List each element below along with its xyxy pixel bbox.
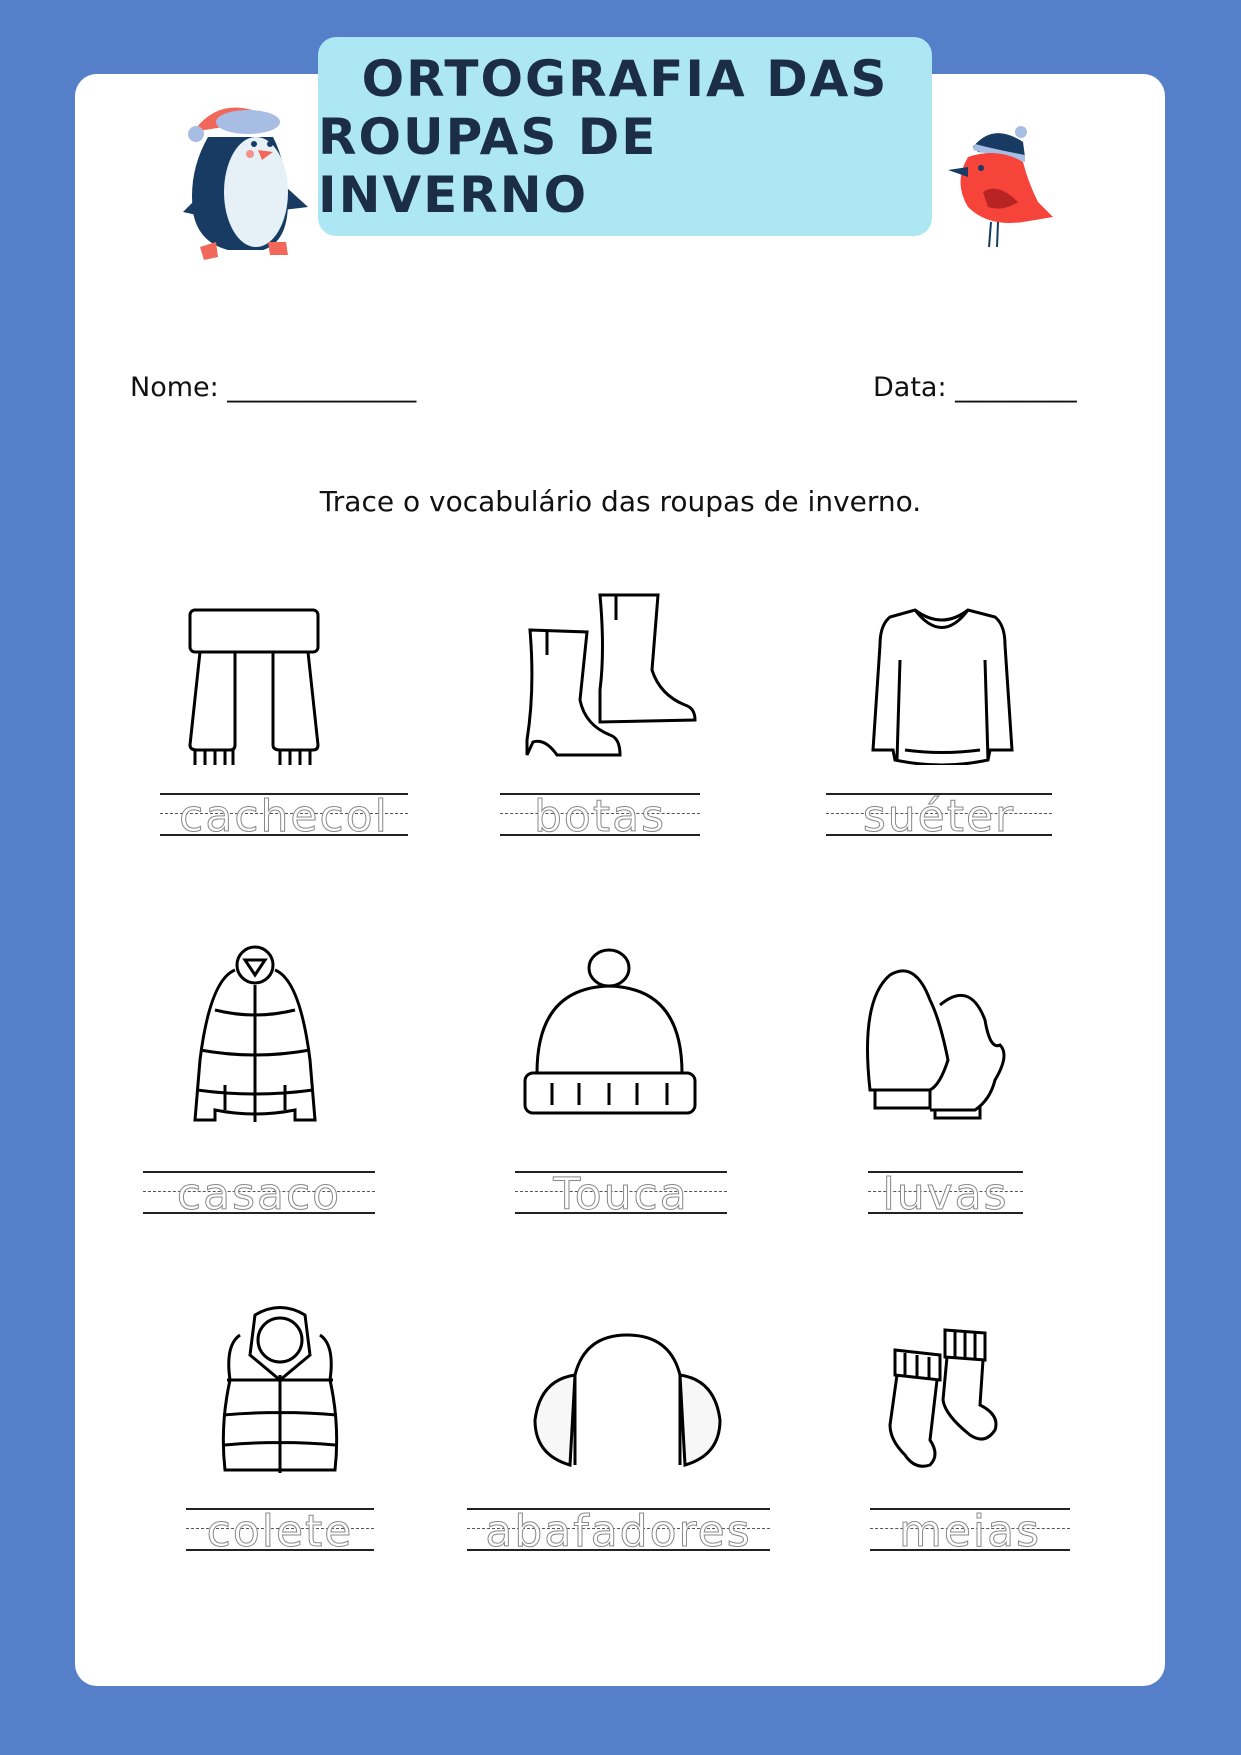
trace-colete[interactable] <box>186 1506 374 1557</box>
penguin-icon <box>178 92 313 262</box>
trace-cachecol[interactable] <box>160 791 408 842</box>
trace-botas[interactable] <box>500 791 700 842</box>
title-banner <box>318 37 932 236</box>
name-field[interactable]: Nome: ______________ <box>130 372 417 403</box>
title-line-1: ORTOGRAFIA DAS <box>361 49 889 108</box>
earmuffs-icon <box>530 1330 725 1475</box>
trace-casaco[interactable] <box>143 1169 375 1220</box>
trace-word: Touca <box>553 1169 689 1220</box>
trace-word: abafadores <box>485 1506 752 1557</box>
trace-word: casaco <box>176 1169 342 1220</box>
socks-icon <box>885 1325 1035 1485</box>
vest-icon <box>215 1305 345 1480</box>
bird-icon <box>943 122 1063 252</box>
instruction-text: Trace o vocabulário das roupas de inverno. <box>319 485 922 518</box>
trace-word: cachecol <box>179 791 389 842</box>
trace-meias[interactable] <box>870 1506 1070 1557</box>
date-field[interactable]: Data: _________ <box>873 372 1077 403</box>
trace-word: meias <box>898 1506 1042 1557</box>
scarf-icon <box>185 605 325 765</box>
trace-word: colete <box>206 1506 354 1557</box>
trace-abafadores[interactable] <box>467 1506 770 1557</box>
trace-sueter[interactable] <box>826 791 1052 842</box>
trace-touca[interactable] <box>515 1169 727 1220</box>
mittens-icon <box>860 960 1050 1125</box>
title-line-2: ROUPAS DE INVERNO <box>318 107 658 224</box>
trace-word: botas <box>534 791 666 842</box>
trace-word: luvas <box>882 1169 1009 1220</box>
sweater-icon <box>870 605 1015 765</box>
boots-icon <box>525 590 705 760</box>
beanie-icon <box>522 948 697 1118</box>
trace-word: suéter <box>862 791 1016 842</box>
coat-icon <box>185 940 325 1125</box>
trace-luvas[interactable] <box>868 1169 1023 1220</box>
